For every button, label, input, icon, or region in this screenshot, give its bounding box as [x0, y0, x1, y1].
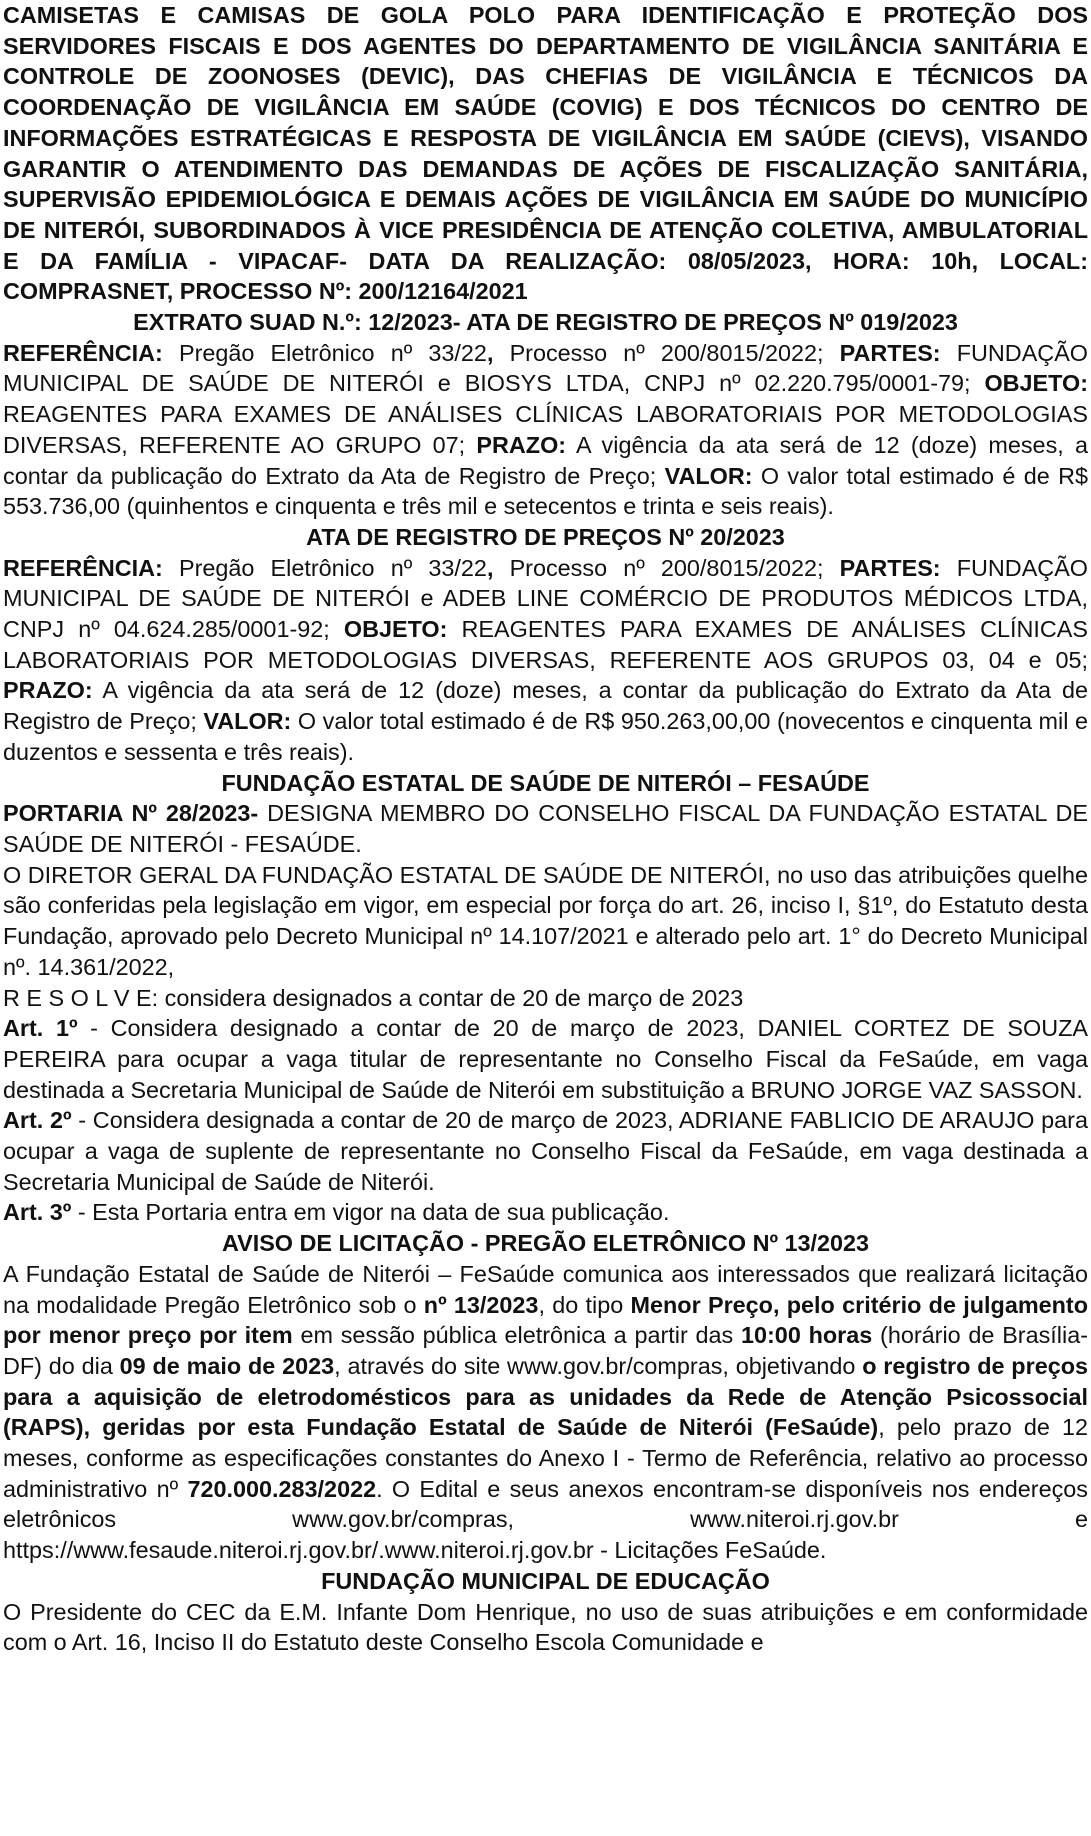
- ata20-ref-label: REFERÊNCIA:: [3, 554, 163, 581]
- art3-paragraph: [3, 1197, 1088, 1228]
- fesaude-title: FUNDAÇÃO ESTATAL DE SAÚDE DE NITERÓI – FESAÚDE: [221, 769, 870, 796]
- ata20-ref-text: Pregão Eletrônico nº 33/22: [162, 554, 487, 581]
- intro-paragraph: CAMISETAS E CAMISAS DE GOLA POLO PARA IDENTIFICAÇÃO E PROTEÇÃO DOS SERVIDORES FISCAIS E DOS AGENTES DO DEPARTAMENTO DE VIGILÂNCIA SANITÁRIA E CONTROLE DE ZOONOSES (DEVIC), DAS CHEFIAS DE VIGILÂNCIA E TÉCNICOS DA COORDENAÇÃO DE VIGILÂNCIA EM SAÚDE (COVIG) E DOS TÉCNICOS DO CENTRO DE INFORMAÇÕES ESTRATÉGICAS E RESPOSTA DE VIGILÂNCIA EM SAÚDE (CIEVS), VISANDO GARANTIR O ATENDIMENTO DAS DEMANDAS DE AÇÕES DE FISCALIZAÇÃO SANITÁRIA, SUPERVISÃO EPIDEMIOLÓGICA E DEMAIS AÇÕES DE VIGILÂNCIA EM SAÚDE DO MUNICÍPIO DE NITERÓI, SUBORDINADOS À VICE PRESIDÊNCIA DE ATENÇÃO COLETIVA, AMBULATORIAL E DA FAMÍLIA - VIPACAF- DATA DA REALIZAÇÃO: 08/05/2023, HORA: 10h, LOCAL: COMPRASNET, PROCESSO Nº: 200/12164/2021: [3, 2, 1088, 305]
- ata20-valor-label: VALOR:: [203, 708, 292, 735]
- art1-text: - Considera designado a contar de 20 de março de 2023, DANIEL CORTEZ DE SOUZA PEREIRA para ocupar a vaga titular de representante no Conselho Fiscal da FeSaúde, em vaga destinada a Secretaria Municipal de Saúde de Niterói em substituição a BRUNO JORGE VAZ SASSON.: [3, 1015, 1088, 1103]
- aviso-t4: (horário de Brasília-DF) do dia: [3, 1322, 1088, 1379]
- ata20-objeto-text: REAGENTES PARA EXAMES DE ANÁLISES CLÍNICAS LABORATORIAIS POR METODOLOGIAS DIVERSAS, REFERENTE AOS GRUPOS 03, 04 e 05;: [3, 616, 1088, 673]
- portaria-label: PORTARIA Nº 28/2023-: [3, 800, 259, 827]
- aviso-t3: em sessão pública eletrônica a partir das: [292, 1322, 741, 1349]
- ata20-prazo-text: A vigência da ata será de 12 (doze) meses, a contar da publicação do Extrato da Ata de Registro de Preço;: [3, 677, 1088, 735]
- aviso-b3: 10:00 horas: [741, 1322, 873, 1349]
- art2-paragraph: [3, 1105, 1088, 1197]
- aviso-t6: , pelo prazo de 12 meses, conforme as especificações constantes do Anexo I - Termo de Referência, relativo ao processo administrativo nº: [3, 1414, 1089, 1502]
- art3-text: - Esta Portaria entra em vigor na data de sua publicação.: [71, 1199, 670, 1226]
- diretor-paragraph: O DIRETOR GERAL DA FUNDAÇÃO ESTATAL DE SAÚDE DE NITERÓI, no uso das atribuições quelhe são conferidas pela legislação em vigor, em especial por força do art. 26, inciso I, §1º, do Estatuto desta Fundação, aprovado pelo Decreto Municipal nº 14.107/2021 e alterado pelo art. 1° do Decreto Municipal nº. 14.361/2022,: [3, 861, 1088, 980]
- extrato-partes-text: FUNDAÇÃO MUNICIPAL DE SAÚDE DE NITERÓI e BIOSYS LTDA, CNPJ nº 02.220.795/0001-79;: [3, 339, 1088, 397]
- extrato-ref-text: Pregão Eletrônico nº 33/22: [162, 339, 487, 366]
- extrato-prazo-text: A vigência da ata será de 12 (doze) meses, a contar da publicação do Extrato da Ata de Registro de Preço;: [3, 431, 1088, 489]
- resolve-paragraph: R E S O L V E: considera designados a contar de 20 de março de 2023: [3, 984, 744, 1011]
- art1-paragraph: [3, 1013, 1088, 1105]
- portaria-paragraph: [3, 798, 1088, 859]
- ata20-objeto-label: OBJETO:: [343, 616, 448, 643]
- portaria-text: DESIGNA MEMBRO DO CONSELHO FISCAL DA FUNDAÇÃO ESTATAL DE SAÚDE DE NITERÓI - FESAÚDE.: [3, 800, 1088, 857]
- extrato-objeto-label: OBJETO:: [984, 370, 1088, 397]
- art2-label: Art. 2º: [3, 1107, 72, 1134]
- aviso-t5: , através do site www.gov.br/compras, objetivando: [334, 1352, 863, 1379]
- extrato-valor-text: O valor total estimado é de R$ 553.736,00 (quinhentos e cinquenta e três mil e setecentos e trinta e seis reais).: [3, 462, 1088, 520]
- fme-paragraph: O Presidente do CEC da E.M. Infante Dom Henrique, no uso de suas atribuições e em conformidade com o Art. 16, Inciso II do Estatuto deste Conselho Escola Comunidade e: [3, 1598, 1088, 1656]
- aviso-paragraph: [3, 1259, 1088, 1566]
- aviso-b4: 09 de maio de 2023: [119, 1352, 335, 1379]
- ata20-partes-text: FUNDAÇÃO MUNICIPAL DE SAÚDE DE NITERÓI e ADEB LINE COMÉRCIO DE PRODUTOS MÉDICOS LTDA, CNPJ nº 04.624.285/0001-92;: [3, 554, 1088, 643]
- extrato-valor-label: VALOR:: [664, 462, 753, 489]
- aviso-b2: Menor Preço, pelo critério de julgamento por menor preço por item: [3, 1291, 1089, 1349]
- aviso-b1: nº 13/2023: [423, 1291, 539, 1318]
- extrato-paragraph: [3, 338, 1088, 522]
- extrato-partes-label: PARTES:: [839, 339, 941, 366]
- ata20-paragraph: [3, 553, 1088, 768]
- art1-label: Art. 1º: [3, 1015, 78, 1042]
- ata20-proc-text: Processo nº 200/8015/2022;: [493, 554, 840, 581]
- aviso-t1: A Fundação Estatal de Saúde de Niterói – FeSaúde comunica aos interessados que realizará licitação na modalidade Pregão Eletrônico sob o: [3, 1260, 1088, 1318]
- fme-title: FUNDAÇÃO MUNICIPAL DE EDUCAÇÃO: [321, 1567, 770, 1594]
- extrato-ref-comma: ,: [486, 339, 494, 366]
- ata20-valor-text: O valor total estimado é de R$ 950.263,00,00 (novecentos e cinquenta mil e duzentos e sessenta e três reais).: [3, 708, 1088, 765]
- ata20-ref-comma: ,: [486, 554, 494, 581]
- extrato-title: EXTRATO SUAD N.º: 12/2023- ATA DE REGISTRO DE PREÇOS Nº 019/2023: [133, 309, 958, 336]
- extrato-ref-label: REFERÊNCIA:: [3, 339, 163, 366]
- ata20-partes-label: PARTES:: [839, 554, 941, 581]
- art3-label: Art. 3º: [3, 1199, 72, 1226]
- aviso-t7: . O Edital e seus anexos encontram-se disponíveis nos endereços eletrônicos www.gov.br/compras, www.niteroi.rj.gov.br e https://www.fesaude.niteroi.rj.gov.br/.www.niteroi.rj.gov.br - Licitações FeSaúde.: [3, 1475, 1088, 1564]
- ata20-prazo-label: PRAZO:: [3, 677, 93, 704]
- ata20-title: ATA DE REGISTRO DE PREÇOS Nº 20/2023: [306, 523, 785, 550]
- aviso-b5: o registro de preços para a aquisição de eletrodomésticos para as unidades da Rede de Atenção Psicossocial (RAPS), geridas por esta Fundação Estatal de Saúde de Niterói (FeSaúde): [3, 1352, 1089, 1441]
- art2-text: - Considera designada a contar de 20 de março de 2023, ADRIANE FABLICIO DE ARAUJO para ocupar a vaga de suplente de representante no Conselho Fiscal da FeSaúde, em vaga destinada a Secretaria Municipal de Saúde de Niterói.: [3, 1107, 1088, 1195]
- extrato-prazo-label: PRAZO:: [476, 431, 567, 458]
- aviso-title: AVISO DE LICITAÇÃO - PREGÃO ELETRÔNICO Nº 13/2023: [221, 1230, 870, 1257]
- aviso-b6: 720.000.283/2022: [187, 1475, 377, 1502]
- aviso-t2: , do tipo: [538, 1291, 631, 1318]
- extrato-objeto-text: REAGENTES PARA EXAMES DE ANÁLISES CLÍNICAS LABORATORIAIS POR METODOLOGIAS DIVERSAS, REFERENTE AO GRUPO 07;: [3, 401, 1088, 458]
- extrato-proc-text: Processo nº 200/8015/2022;: [493, 339, 840, 366]
